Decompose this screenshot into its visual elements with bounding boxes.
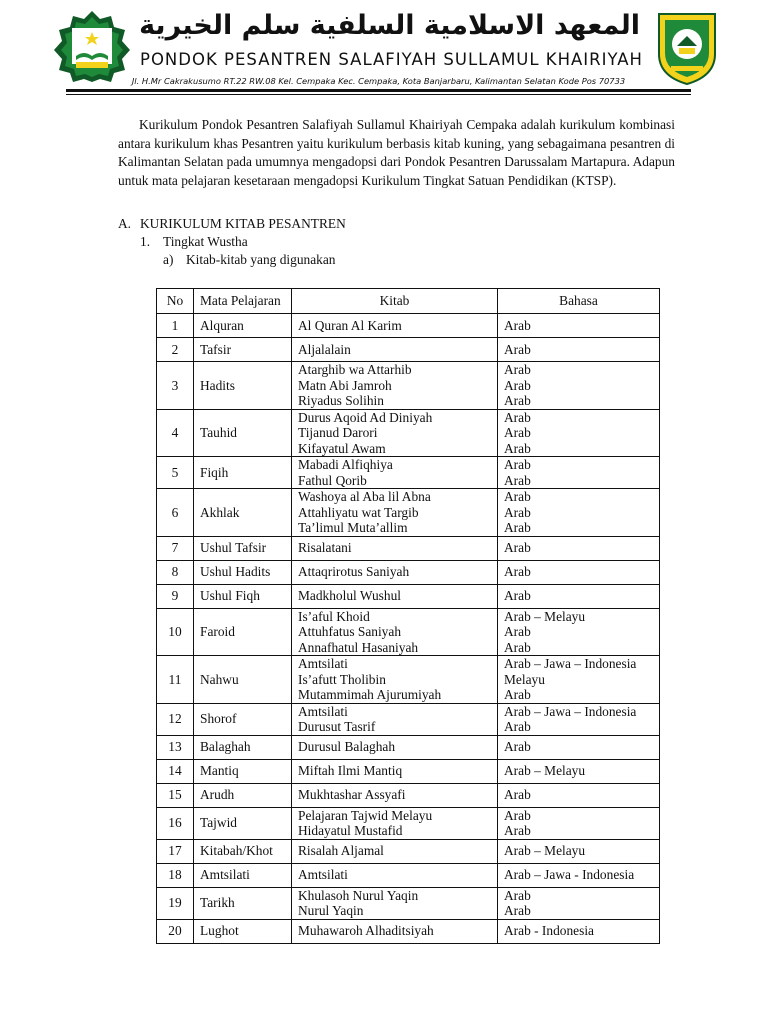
book-title: Amtsilati	[298, 867, 348, 883]
curriculum-table	[156, 288, 660, 944]
language-value: Arab	[504, 317, 531, 333]
subject-cell: Nahwu	[194, 656, 292, 704]
table-row	[157, 703, 660, 735]
language-value: Melayu	[504, 671, 545, 687]
subject-cell: Tajwid	[194, 807, 292, 839]
book-title: Attahliyatu wat Targib	[298, 504, 419, 520]
table-row	[157, 457, 660, 489]
language-cell	[498, 536, 660, 560]
book-cell	[292, 314, 498, 338]
language-cell	[498, 887, 660, 919]
language-cell	[498, 457, 660, 489]
section-heading	[118, 216, 346, 232]
language-value: Arab	[504, 903, 531, 918]
subject-cell: Balaghah	[194, 735, 292, 759]
table-row	[157, 409, 660, 457]
book-title: Nurul Yaqin	[298, 903, 364, 918]
book-title: Durusul Balaghah	[298, 739, 396, 755]
language-value: Arab	[504, 489, 531, 504]
language-cell	[498, 560, 660, 584]
book-title: Matn Abi Jamroh	[298, 377, 392, 393]
language-value: Arab	[504, 341, 531, 357]
row-number: 19	[157, 887, 194, 919]
table-row	[157, 919, 660, 943]
arabic-institution-name: المعهد الاسلامية السلفية سلم الخيرية	[139, 10, 640, 41]
subject-cell: Lughot	[194, 919, 292, 943]
book-title: Washoya al Aba lil Abna	[298, 489, 431, 504]
book-title: Attuhfatus Saniyah	[298, 624, 402, 639]
sub-subsection-heading	[163, 252, 336, 268]
letterhead-divider-thin	[66, 94, 691, 95]
column-header-book: Kitab	[292, 289, 498, 314]
table-row	[157, 783, 660, 807]
book-title: Khulasoh Nurul Yaqin	[298, 887, 419, 903]
table-row	[157, 839, 660, 863]
row-number: 1	[157, 314, 194, 338]
book-cell	[292, 536, 498, 560]
book-title: Fathul Qorib	[298, 472, 367, 488]
language-value: Arab	[504, 807, 531, 823]
language-value: Arab	[504, 425, 531, 440]
letterhead-divider	[66, 89, 691, 92]
language-cell	[498, 656, 660, 704]
language-value: Arab	[504, 719, 531, 734]
section-marker: A.	[118, 216, 132, 231]
ministry-emblem-logo	[52, 10, 132, 82]
row-number: 14	[157, 759, 194, 783]
row-number: 17	[157, 839, 194, 863]
subject-cell: Ushul Fiqh	[194, 584, 292, 608]
book-cell	[292, 338, 498, 362]
language-value: Arab	[504, 540, 531, 556]
column-header-no: No	[157, 289, 194, 314]
book-title: Mabadi Alfiqhiya	[298, 457, 393, 472]
book-cell	[292, 839, 498, 863]
book-title: Amtsilati	[298, 703, 348, 719]
table-row	[157, 807, 660, 839]
language-value: Arab - Indonesia	[504, 923, 594, 939]
language-value: Arab	[504, 588, 531, 604]
table-row	[157, 608, 660, 656]
language-value: Arab – Jawa - Indonesia	[504, 867, 635, 883]
column-header-subject: Mata Pelajaran	[194, 289, 292, 314]
book-title: Amtsilati	[298, 656, 348, 671]
book-title: Kifayatul Awam	[298, 440, 386, 456]
book-cell	[292, 409, 498, 457]
book-title: Mukhtashar Assyafi	[298, 787, 406, 803]
row-number: 8	[157, 560, 194, 584]
language-cell	[498, 919, 660, 943]
subsection-title: Tingkat Wustha	[163, 234, 248, 249]
subject-cell: Shorof	[194, 703, 292, 735]
book-title: Is’afutt Tholibin	[298, 671, 386, 687]
book-title: Risalah Aljamal	[298, 843, 384, 859]
row-number: 4	[157, 409, 194, 457]
row-number: 12	[157, 703, 194, 735]
book-title: Riyadus Solihin	[298, 393, 384, 408]
language-value: Arab – Jawa – Indonesia	[504, 703, 637, 719]
letterhead-address: Jl. H.Mr Cakrakusumo RT.22 RW.08 Kel. Cempaka Kec. Cempaka, Kota Banjarbaru, Kalimantan Selatan Kode Pos 70733	[131, 76, 626, 86]
sub-subsection-title: Kitab-kitab yang digunakan	[186, 252, 336, 267]
row-number: 9	[157, 584, 194, 608]
language-cell	[498, 839, 660, 863]
subject-cell: Fiqih	[194, 457, 292, 489]
letterhead	[0, 0, 768, 96]
row-number: 10	[157, 608, 194, 656]
book-title: Miftah Ilmi Mantiq	[298, 763, 403, 779]
language-value: Arab	[504, 739, 531, 755]
book-cell	[292, 489, 498, 537]
book-cell	[292, 887, 498, 919]
subject-cell: Faroid	[194, 608, 292, 656]
table-row	[157, 314, 660, 338]
subject-cell: Alquran	[194, 314, 292, 338]
subject-cell: Arudh	[194, 783, 292, 807]
language-value: Arab	[504, 440, 531, 456]
row-number: 7	[157, 536, 194, 560]
book-title: Is’aful Khoid	[298, 608, 370, 624]
row-number: 16	[157, 807, 194, 839]
language-value: Arab	[504, 520, 531, 535]
table-row	[157, 735, 660, 759]
book-title: Durusut Tasrif	[298, 719, 376, 734]
language-cell	[498, 409, 660, 457]
language-value: Arab – Melayu	[504, 843, 586, 859]
subject-cell: Akhlak	[194, 489, 292, 537]
language-cell	[498, 807, 660, 839]
language-value: Arab	[504, 472, 531, 488]
table-row	[157, 362, 660, 410]
row-number: 5	[157, 457, 194, 489]
language-value: Arab – Melayu	[504, 608, 586, 624]
school-emblem-logo	[655, 10, 719, 86]
language-cell	[498, 314, 660, 338]
language-cell	[498, 608, 660, 656]
book-title: Pelajaran Tajwid Melayu	[298, 807, 433, 823]
language-value: Arab	[504, 624, 531, 639]
language-cell	[498, 489, 660, 537]
sub-subsection-marker: a)	[163, 252, 174, 267]
subject-cell: Mantiq	[194, 759, 292, 783]
book-title: Hidayatul Mustafid	[298, 823, 403, 838]
subsection-heading	[140, 234, 248, 250]
book-cell	[292, 703, 498, 735]
language-value: Arab	[504, 787, 531, 803]
table-row	[157, 584, 660, 608]
table-body	[157, 314, 660, 944]
language-cell	[498, 735, 660, 759]
book-title: Madkholul Wushul	[298, 588, 401, 604]
book-title: Muhawaroh Alhaditsiyah	[298, 923, 434, 939]
book-cell	[292, 608, 498, 656]
row-number: 15	[157, 783, 194, 807]
language-value: Arab	[504, 687, 531, 702]
book-cell	[292, 584, 498, 608]
language-value: Arab	[504, 377, 531, 393]
book-title: Ta’limul Muta’allim	[298, 520, 408, 535]
book-title: Atarghib wa Attarhib	[298, 362, 412, 377]
language-value: Arab	[504, 504, 531, 520]
language-value: Arab – Jawa – Indonesia	[504, 656, 637, 671]
language-cell	[498, 338, 660, 362]
table-row	[157, 887, 660, 919]
book-title: Risalatani	[298, 540, 352, 556]
subject-cell: Amtsilati	[194, 863, 292, 887]
table-row	[157, 560, 660, 584]
book-cell	[292, 656, 498, 704]
book-cell	[292, 807, 498, 839]
language-value: Arab	[504, 362, 531, 377]
subject-cell: Tauhid	[194, 409, 292, 457]
row-number: 6	[157, 489, 194, 537]
book-title: Annafhatul Hasaniyah	[298, 639, 419, 655]
book-cell	[292, 919, 498, 943]
book-title: Aljalalain	[298, 341, 351, 357]
language-value: Arab	[504, 409, 531, 425]
subject-cell: Ushul Tafsir	[194, 536, 292, 560]
book-title: Durus Aqoid Ad Diniyah	[298, 409, 433, 425]
table-row	[157, 489, 660, 537]
language-cell	[498, 759, 660, 783]
intro-paragraph: Kurikulum Pondok Pesantren Salafiyah Sullamul Khairiyah Cempaka adalah kurikulum kombinasi antara kurikulum khas Pesantren yaitu kurikulum berbasis kitab kuning, yang sebagaimana pesantren di Kalimantan Selatan pada umumnya mengadopsi dari Pondok Pesantren Darussalam Martapura. Adapun untuk mata pelajaran kesetaraan mengadopsi Kurikulum Tingkat Satuan Pendidikan (KTSP).	[118, 117, 675, 188]
subject-cell: Hadits	[194, 362, 292, 410]
book-title: Mutammimah Ajurumiyah	[298, 687, 442, 702]
book-cell	[292, 735, 498, 759]
language-cell	[498, 783, 660, 807]
table-row	[157, 536, 660, 560]
book-cell	[292, 560, 498, 584]
row-number: 3	[157, 362, 194, 410]
book-title: Tijanud Darori	[298, 425, 378, 440]
subject-cell: Tafsir	[194, 338, 292, 362]
row-number: 18	[157, 863, 194, 887]
language-value: Arab – Melayu	[504, 763, 586, 779]
language-cell	[498, 584, 660, 608]
row-number: 13	[157, 735, 194, 759]
table-row	[157, 656, 660, 704]
subject-cell: Ushul Hadits	[194, 560, 292, 584]
book-cell	[292, 783, 498, 807]
book-title: Al Quran Al Karim	[298, 317, 402, 333]
language-value: Arab	[504, 639, 531, 655]
institution-name: PONDOK PESANTREN SALAFIYAH SULLAMUL KHAIRIYAH	[140, 50, 643, 69]
language-value: Arab	[504, 457, 531, 472]
language-value: Arab	[504, 887, 531, 903]
row-number: 11	[157, 656, 194, 704]
language-value: Arab	[504, 564, 531, 580]
language-cell	[498, 863, 660, 887]
table-row	[157, 759, 660, 783]
language-value: Arab	[504, 393, 531, 408]
subject-cell: Tarikh	[194, 887, 292, 919]
row-number: 2	[157, 338, 194, 362]
subsection-marker: 1.	[140, 234, 151, 249]
table-row	[157, 338, 660, 362]
book-cell	[292, 457, 498, 489]
table-row	[157, 863, 660, 887]
column-header-language: Bahasa	[498, 289, 660, 314]
row-number: 20	[157, 919, 194, 943]
book-cell	[292, 362, 498, 410]
book-cell	[292, 759, 498, 783]
language-value: Arab	[504, 823, 531, 838]
book-cell	[292, 863, 498, 887]
language-cell	[498, 703, 660, 735]
subject-cell: Kitabah/Khot	[194, 839, 292, 863]
language-cell	[498, 362, 660, 410]
book-title: Attaqrirotus Saniyah	[298, 564, 410, 580]
table-header-row	[157, 289, 660, 314]
section-title: KURIKULUM KITAB PESANTREN	[140, 216, 346, 231]
